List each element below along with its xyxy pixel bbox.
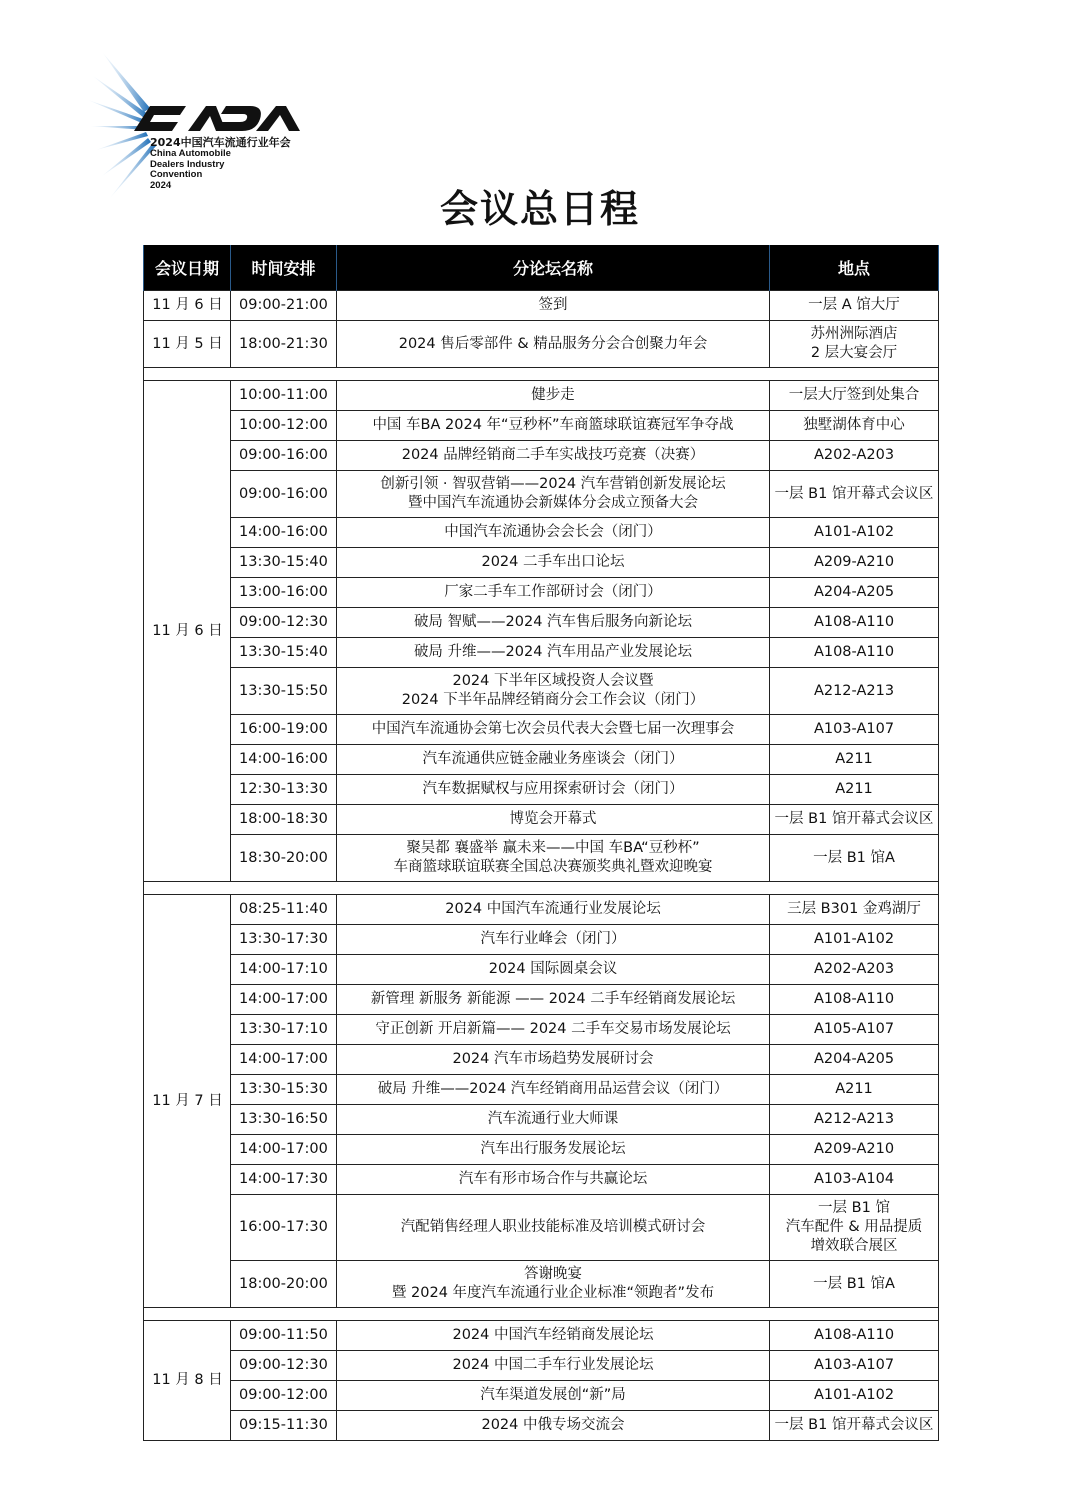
- time-cell: 18:00-18:30: [231, 805, 337, 835]
- venue-cell: [770, 715, 939, 745]
- forum-name-line: 聚吴都 襄盛举 赢未来——中国 车BA“豆秒杯”: [406, 840, 700, 856]
- time-cell: 10:00-12:00: [231, 411, 337, 441]
- venue-line: 2 层大宴会厅: [810, 345, 898, 361]
- venue-line: A101-A102: [813, 931, 895, 947]
- logo-en-line: China Automobile: [150, 148, 231, 159]
- venue-cell: [770, 835, 939, 882]
- venue-line: 三层 B301 金鸡湖厅: [787, 901, 921, 917]
- venue-cell: [770, 1165, 939, 1195]
- venue-line: 一层 B1 馆: [818, 1200, 890, 1216]
- table-row: [144, 321, 939, 368]
- forum-name-cell: [337, 1105, 770, 1135]
- forum-name-line: 2024 中俄专场交流会: [481, 1417, 625, 1433]
- forum-name-line: 车商篮球联谊联赛全国总决赛颁奖典礼暨欢迎晚宴: [393, 859, 713, 875]
- venue-cell: [770, 925, 939, 955]
- date-cell: 11 月 7 日: [144, 895, 231, 1308]
- forum-name-line: 厂家二手车工作部研讨会（闭门）: [444, 584, 662, 600]
- forum-name-cell: [337, 668, 770, 715]
- venue-cell: [770, 518, 939, 548]
- table-row: [144, 775, 939, 805]
- header-time: 时间安排: [231, 245, 337, 291]
- forum-name-cell: [337, 835, 770, 882]
- forum-name-line: 2024 汽车市场趋势发展研讨会: [452, 1051, 654, 1067]
- table-row: [144, 895, 939, 925]
- time-cell: 14:00-17:00: [231, 985, 337, 1015]
- venue-cell: [770, 578, 939, 608]
- table-row: [144, 1321, 939, 1351]
- date-cell: 11 月 8 日: [144, 1321, 231, 1441]
- venue-cell: [770, 1075, 939, 1105]
- forum-name-cell: [337, 321, 770, 368]
- venue-line: A212-A213: [813, 1111, 895, 1127]
- time-cell: 16:00-19:00: [231, 715, 337, 745]
- forum-name-cell: [337, 925, 770, 955]
- time-cell: 14:00-17:00: [231, 1135, 337, 1165]
- separator-cell: [144, 1308, 939, 1321]
- forum-name-cell: [337, 1195, 770, 1261]
- table-row: [144, 1411, 939, 1441]
- forum-name-cell: [337, 1321, 770, 1351]
- table-row: [144, 1045, 939, 1075]
- venue-line: 独墅湖体育中心: [803, 417, 905, 433]
- venue-cell: [770, 638, 939, 668]
- forum-name-line: 暨 2024 年度汽车流通行业企业标准“领跑者”发布: [391, 1285, 715, 1301]
- forum-name-line: 中国 车BA 2024 年“豆秒杯”车商篮球联谊赛冠军争夺战: [372, 417, 734, 433]
- table-row: [144, 955, 939, 985]
- table-row: [144, 1195, 939, 1261]
- time-cell: 09:00-16:00: [231, 441, 337, 471]
- forum-name-line: 汽车有形市场合作与共赢论坛: [458, 1171, 648, 1187]
- forum-name-line: 汽车出行服务发展论坛: [480, 1141, 626, 1157]
- time-cell: 18:00-20:00: [231, 1261, 337, 1308]
- table-row: [144, 715, 939, 745]
- venue-line: A103-A104: [813, 1171, 895, 1187]
- venue-cell: [770, 1135, 939, 1165]
- forum-name-line: 2024 中国汽车经销商发展论坛: [452, 1327, 654, 1343]
- venue-line: A108-A110: [813, 991, 895, 1007]
- forum-name-line: 2024 售后零部件 & 精品服务分会合创聚力年会: [398, 335, 708, 352]
- forum-name-line: 签到: [538, 297, 568, 313]
- venue-line: 一层 B1 馆开幕式会议区: [774, 1417, 934, 1433]
- logo-chinese-name: 2024中国汽车流通行业年会: [150, 136, 291, 149]
- venue-line: A108-A110: [813, 644, 895, 660]
- table-row: [144, 1075, 939, 1105]
- venue-cell: [770, 1015, 939, 1045]
- forum-name-line: 暨中国汽车流通协会新媒体分会成立预备大会: [408, 495, 698, 511]
- time-cell: 13:30-15:40: [231, 638, 337, 668]
- venue-cell: [770, 1105, 939, 1135]
- table-row: [144, 1135, 939, 1165]
- venue-line: 一层 B1 馆开幕式会议区: [774, 485, 934, 502]
- forum-name-line: 2024 下半年区域投资人会议暨: [452, 673, 654, 689]
- venue-cell: [770, 471, 939, 518]
- time-cell: 13:30-15:30: [231, 1075, 337, 1105]
- forum-name-line: 2024 品牌经销商二手车实战技巧竞赛（决赛）: [401, 447, 705, 463]
- schedule-table: [143, 245, 939, 1441]
- venue-cell: [770, 895, 939, 925]
- time-cell: 14:00-16:00: [231, 518, 337, 548]
- venue-cell: [770, 745, 939, 775]
- forum-name-line: 中国汽车流通协会第七次会员代表大会暨七届一次理事会: [371, 721, 735, 737]
- forum-name-cell: [337, 955, 770, 985]
- time-cell: 13:30-17:30: [231, 925, 337, 955]
- venue-line: A204-A205: [813, 584, 895, 600]
- forum-name-cell: [337, 548, 770, 578]
- time-cell: 12:30-13:30: [231, 775, 337, 805]
- venue-cell: [770, 411, 939, 441]
- forum-name-cell: [337, 291, 770, 321]
- date-cell: 11 月 5 日: [144, 321, 231, 368]
- table-header-row: [144, 245, 939, 291]
- venue-line: A202-A203: [813, 447, 895, 463]
- forum-name-cell: [337, 638, 770, 668]
- header-venue: 地点: [770, 245, 939, 291]
- time-cell: 09:00-12:30: [231, 1351, 337, 1381]
- forum-name-line: 2024 中国汽车流通行业发展论坛: [445, 901, 661, 917]
- table-row: [144, 291, 939, 321]
- venue-line: A105-A107: [813, 1021, 895, 1037]
- table-row: [144, 381, 939, 411]
- separator-row: [144, 882, 939, 895]
- table-row: [144, 608, 939, 638]
- separator-cell: [144, 368, 939, 381]
- time-cell: 13:30-15:40: [231, 548, 337, 578]
- forum-name-cell: [337, 715, 770, 745]
- table-row: [144, 1015, 939, 1045]
- time-cell: 09:00-12:00: [231, 1381, 337, 1411]
- venue-line: 汽车配件 & 用品提质: [785, 1219, 923, 1235]
- time-cell: 13:00-16:00: [231, 578, 337, 608]
- venue-cell: [770, 1351, 939, 1381]
- time-cell: 09:00-16:00: [231, 471, 337, 518]
- time-cell: 09:00-11:50: [231, 1321, 337, 1351]
- logo-en-line: Convention: [150, 169, 203, 180]
- table-row: [144, 668, 939, 715]
- forum-name-cell: [337, 775, 770, 805]
- venue-cell: [770, 548, 939, 578]
- forum-name-cell: [337, 578, 770, 608]
- forum-name-cell: [337, 1351, 770, 1381]
- forum-name-line: 博览会开幕式: [509, 811, 597, 827]
- forum-name-line: 2024 二手车出口论坛: [481, 554, 625, 570]
- forum-name-cell: [337, 745, 770, 775]
- forum-name-cell: [337, 411, 770, 441]
- table-row: [144, 1261, 939, 1308]
- venue-line: 一层 B1 馆A: [813, 849, 895, 866]
- schedule-body: [144, 291, 939, 1441]
- forum-name-cell: [337, 1165, 770, 1195]
- forum-name-cell: [337, 985, 770, 1015]
- venue-line: 一层 B1 馆A: [813, 1275, 895, 1292]
- header-date: 会议日期: [144, 245, 231, 291]
- venue-cell: [770, 381, 939, 411]
- table-row: [144, 1381, 939, 1411]
- time-cell: 13:30-16:50: [231, 1105, 337, 1135]
- forum-name-cell: [337, 1411, 770, 1441]
- logo-en-line: Dealers Industry: [150, 158, 225, 170]
- time-cell: 10:00-11:00: [231, 381, 337, 411]
- venue-line: 苏州洲际酒店: [810, 326, 898, 342]
- venue-cell: [770, 321, 939, 368]
- forum-name-cell: [337, 1075, 770, 1105]
- time-cell: 09:15-11:30: [231, 1411, 337, 1441]
- forum-name-line: 创新引领 · 智驭营销——2024 汽车营销创新发展论坛: [380, 476, 726, 492]
- venue-line: 增效联合展区: [810, 1238, 898, 1254]
- forum-name-cell: [337, 381, 770, 411]
- venue-line: A211: [835, 781, 873, 797]
- time-cell: 18:00-21:30: [231, 321, 337, 368]
- time-cell: 18:30-20:00: [231, 835, 337, 882]
- forum-name-line: 守正创新 开启新篇—— 2024 二手车交易市场发展论坛: [375, 1021, 731, 1037]
- table-row: [144, 638, 939, 668]
- venue-cell: [770, 775, 939, 805]
- venue-cell: [770, 985, 939, 1015]
- venue-line: A211: [835, 1081, 873, 1097]
- venue-line: A204-A205: [813, 1051, 895, 1067]
- time-cell: 09:00-21:00: [231, 291, 337, 321]
- table-row: [144, 1105, 939, 1135]
- time-cell: 09:00-12:30: [231, 608, 337, 638]
- table-row: [144, 985, 939, 1015]
- logo-en-line: 2024: [150, 179, 172, 191]
- forum-name-line: 汽车渠道发展创“新”局: [480, 1387, 626, 1403]
- forum-name-line: 2024 下半年品牌经销商分会工作会议（闭门）: [401, 692, 705, 708]
- forum-name-line: 2024 国际圆桌会议: [488, 961, 618, 977]
- venue-line: A101-A102: [813, 1387, 895, 1403]
- forum-name-line: 破局 升维——2024 汽车经销商用品运营会议（闭门）: [377, 1081, 729, 1097]
- date-cell: 11 月 6 日: [144, 291, 231, 321]
- separator-cell: [144, 882, 939, 895]
- date-cell: 11 月 6 日: [144, 381, 231, 882]
- forum-name-line: 中国汽车流通协会会长会（闭门）: [444, 524, 662, 540]
- venue-cell: [770, 608, 939, 638]
- forum-name-cell: [337, 471, 770, 518]
- venue-line: A103-A107: [813, 721, 895, 737]
- time-cell: 13:30-15:50: [231, 668, 337, 715]
- venue-line: A108-A110: [813, 1327, 895, 1343]
- table-row: [144, 835, 939, 882]
- venue-line: A209-A210: [813, 1141, 895, 1157]
- venue-line: A108-A110: [813, 614, 895, 630]
- forum-name-line: 破局 智赋——2024 汽车售后服务向新论坛: [413, 614, 693, 630]
- separator-row: [144, 1308, 939, 1321]
- forum-name-cell: [337, 1045, 770, 1075]
- table-row: [144, 1351, 939, 1381]
- table-row: [144, 1165, 939, 1195]
- table-row: [144, 411, 939, 441]
- time-cell: 14:00-17:30: [231, 1165, 337, 1195]
- venue-cell: [770, 1321, 939, 1351]
- forum-name-line: 汽车流通行业大师课: [487, 1111, 619, 1127]
- table-row: [144, 578, 939, 608]
- table-row: [144, 805, 939, 835]
- forum-name-cell: [337, 608, 770, 638]
- forum-name-line: 2024 中国二手车行业发展论坛: [452, 1357, 654, 1373]
- forum-name-cell: [337, 805, 770, 835]
- forum-name-cell: [337, 895, 770, 925]
- time-cell: 16:00-17:30: [231, 1195, 337, 1261]
- venue-cell: [770, 441, 939, 471]
- venue-cell: [770, 955, 939, 985]
- time-cell: 13:30-17:10: [231, 1015, 337, 1045]
- forum-name-cell: [337, 1261, 770, 1308]
- venue-cell: [770, 805, 939, 835]
- venue-cell: [770, 291, 939, 321]
- time-cell: 14:00-17:10: [231, 955, 337, 985]
- venue-cell: [770, 668, 939, 715]
- venue-line: 一层 A 馆大厅: [808, 297, 900, 313]
- table-row: [144, 441, 939, 471]
- forum-name-line: 健步走: [531, 387, 575, 403]
- time-cell: 08:25-11:40: [231, 895, 337, 925]
- venue-line: A202-A203: [813, 961, 895, 977]
- forum-name-line: 汽配销售经理人职业技能标准及培训模式研讨会: [400, 1219, 706, 1235]
- venue-line: A209-A210: [813, 554, 895, 570]
- header-forum: 分论坛名称: [337, 245, 770, 291]
- forum-name-cell: [337, 1135, 770, 1165]
- forum-name-cell: [337, 441, 770, 471]
- forum-name-line: 汽车行业峰会（闭门）: [480, 931, 626, 947]
- venue-line: A101-A102: [813, 524, 895, 540]
- venue-cell: [770, 1381, 939, 1411]
- forum-name-line: 新管理 新服务 新能源 —— 2024 二手车经销商发展论坛: [370, 991, 736, 1007]
- forum-name-line: 汽车流通供应链金融业务座谈会（闭门）: [422, 751, 684, 767]
- forum-name-line: 汽车数据赋权与应用探索研讨会（闭门）: [422, 781, 684, 797]
- venue-cell: [770, 1195, 939, 1261]
- time-cell: 14:00-17:00: [231, 1045, 337, 1075]
- page-title: 会议总日程: [439, 186, 640, 231]
- time-cell: 14:00-16:00: [231, 745, 337, 775]
- venue-cell: [770, 1045, 939, 1075]
- venue-cell: [770, 1261, 939, 1308]
- venue-line: A103-A107: [813, 1357, 895, 1373]
- separator-row: [144, 368, 939, 381]
- table-row: [144, 518, 939, 548]
- forum-name-line: 答谢晚宴: [524, 1266, 582, 1282]
- table-row: [144, 745, 939, 775]
- venue-line: A211: [835, 751, 873, 767]
- forum-name-line: 破局 升维——2024 汽车用品产业发展论坛: [413, 644, 693, 660]
- venue-cell: [770, 1411, 939, 1441]
- venue-line: 一层大厅签到处集合: [788, 387, 920, 403]
- venue-line: A212-A213: [813, 682, 895, 699]
- forum-name-cell: [337, 1381, 770, 1411]
- table-row: [144, 548, 939, 578]
- forum-name-cell: [337, 1015, 770, 1045]
- table-row: [144, 925, 939, 955]
- forum-name-cell: [337, 518, 770, 548]
- venue-line: 一层 B1 馆开幕式会议区: [774, 811, 934, 827]
- table-row: [144, 471, 939, 518]
